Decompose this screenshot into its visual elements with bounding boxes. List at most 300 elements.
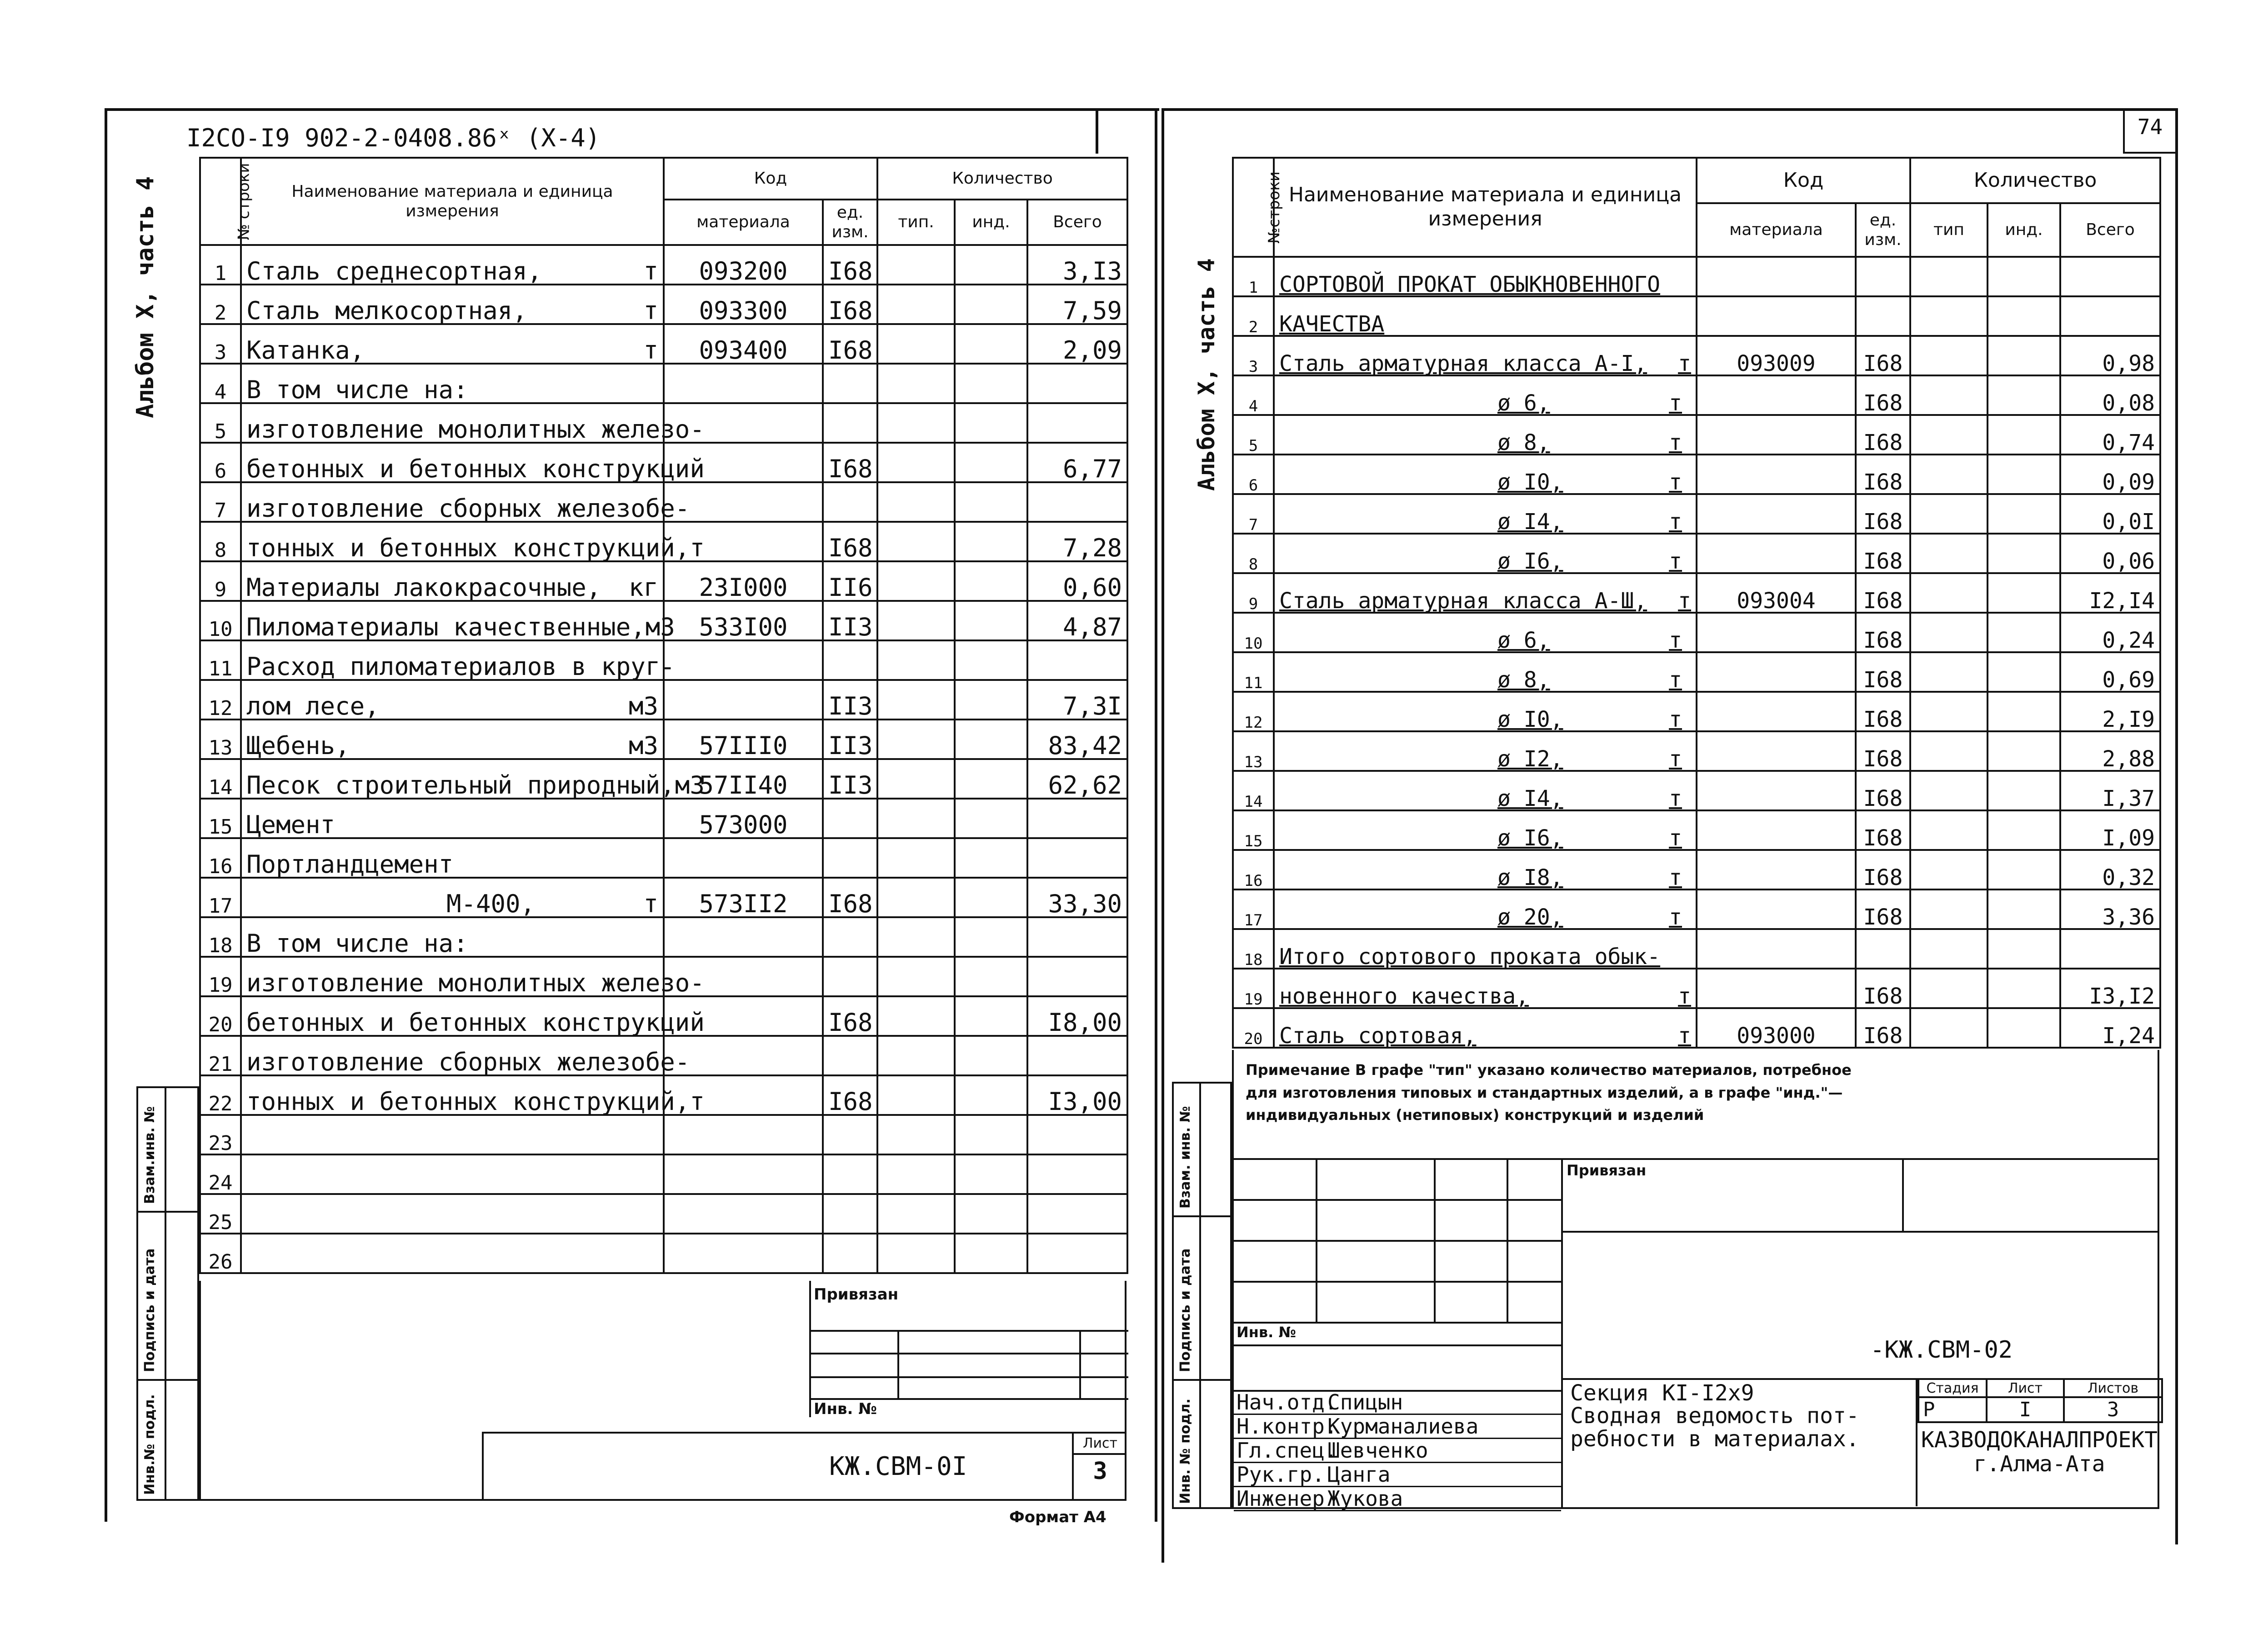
material-name <box>1274 810 1697 850</box>
material-name <box>1274 336 1697 375</box>
material-unit: т <box>1669 470 1682 495</box>
row-number: 26 <box>200 1234 241 1273</box>
signer-name: Цанга <box>1327 1462 1391 1487</box>
table-row <box>200 601 1127 640</box>
material-name-text: М-400, <box>446 889 536 918</box>
qty-total <box>1027 917 1127 957</box>
qty-tip <box>877 799 955 838</box>
row-number: 6 <box>1233 455 1274 494</box>
material-name-text: Щебень, <box>246 731 350 760</box>
row-number: 2 <box>200 285 241 324</box>
unit-code: I68 <box>823 324 877 364</box>
qty-total <box>1027 640 1127 680</box>
table-row <box>200 680 1127 720</box>
signer-role: Рук.гр. <box>1237 1462 1325 1487</box>
qty-total <box>1027 1194 1127 1234</box>
qty-total: 0,69 <box>2060 652 2160 692</box>
material-code: 57II40 <box>664 759 823 799</box>
unit-code: II3 <box>823 720 877 759</box>
qty-ind <box>955 1036 1027 1075</box>
qty-total <box>2060 929 2160 969</box>
material-name-text: ø I4, <box>1497 509 1563 535</box>
qty-total: 33,30 <box>1027 878 1127 917</box>
qty-tip <box>1910 652 1988 692</box>
material-name <box>1274 652 1697 692</box>
unit-code <box>823 838 877 878</box>
material-name <box>241 1154 664 1194</box>
left-hdr-total: Всего <box>1027 200 1127 245</box>
material-unit: т <box>643 296 658 325</box>
table-row <box>1233 652 2160 692</box>
table-row <box>200 482 1127 522</box>
qty-ind <box>955 482 1027 522</box>
right-stamp <box>1232 1050 2159 1509</box>
unit-code: I68 <box>1856 810 1910 850</box>
right-title <box>1570 1382 1859 1450</box>
material-name-text: ø I0, <box>1497 470 1563 495</box>
material-name <box>241 443 705 483</box>
unit-code: I68 <box>823 1075 877 1115</box>
qty-ind <box>1988 375 2060 415</box>
qty-ind <box>1988 257 2060 296</box>
signer-row <box>1234 1415 1561 1439</box>
material-name <box>1274 375 1697 415</box>
material-name <box>241 680 664 720</box>
material-code: 573000 <box>664 799 823 838</box>
qty-tip <box>1910 613 1988 652</box>
right-album-label: Альбом X, часть 4 <box>1193 258 1220 491</box>
material-code <box>1697 257 1856 296</box>
unit-code: I68 <box>1856 692 1910 731</box>
qty-total: 0,09 <box>2060 455 2160 494</box>
qty-tip <box>877 522 955 561</box>
material-unit: т <box>1669 628 1682 653</box>
qty-tip <box>1910 573 1988 613</box>
row-number: 24 <box>200 1154 241 1194</box>
material-name-text: изготовление сборных железобе- <box>246 494 690 523</box>
right-side-label-2: Подпись и дата <box>1177 1248 1193 1372</box>
qty-ind <box>955 680 1027 720</box>
qty-tip <box>877 482 955 522</box>
right-title-line-3: ребности в материалах. <box>1570 1426 1859 1452</box>
left-hdr-ind: инд. <box>955 200 1027 245</box>
material-name-text: Сталь сортовая, <box>1279 1023 1477 1049</box>
material-name-text: СОРТОВОЙ ПРОКАТ ОБЫКНОВЕННОГО <box>1279 272 1661 297</box>
material-code <box>1697 375 1856 415</box>
table-row <box>1233 731 2160 771</box>
signer-row <box>1234 1487 1561 1511</box>
qty-total <box>1027 482 1127 522</box>
material-code <box>1697 850 1856 889</box>
unit-code <box>823 1234 877 1273</box>
table-row <box>200 403 1127 443</box>
qty-tip <box>877 561 955 601</box>
qty-total: 0,32 <box>2060 850 2160 889</box>
row-number: 1 <box>200 245 241 285</box>
signer-role: Инженер <box>1237 1486 1325 1511</box>
row-number: 15 <box>1233 810 1274 850</box>
unit-code: II3 <box>823 759 877 799</box>
left-corner-rule <box>1096 108 1098 154</box>
unit-code: I68 <box>823 245 877 285</box>
qty-ind <box>955 522 1027 561</box>
unit-code <box>823 1194 877 1234</box>
row-number: 15 <box>200 799 241 838</box>
material-name <box>241 1234 664 1273</box>
qty-total: 2,I9 <box>2060 692 2160 731</box>
material-name-text: ø I0, <box>1497 707 1563 732</box>
left-hdr-code: Код <box>664 158 877 200</box>
left-materials-table <box>199 157 1128 1274</box>
material-name <box>241 917 664 957</box>
material-code <box>1697 494 1856 534</box>
qty-total: 6,77 <box>1027 443 1127 482</box>
qty-tip <box>877 878 955 917</box>
qty-total: 0,0I <box>2060 494 2160 534</box>
table-row <box>200 640 1127 680</box>
qty-tip <box>1910 731 1988 771</box>
unit-code <box>1856 257 1910 296</box>
unit-code: I68 <box>1856 613 1910 652</box>
qty-total <box>1027 403 1127 443</box>
unit-code <box>823 640 877 680</box>
qty-tip <box>877 1036 955 1075</box>
material-name-text: изготовление монолитных железо- <box>246 415 705 444</box>
material-name <box>1274 415 1697 455</box>
material-code <box>664 1115 823 1154</box>
material-unit: т <box>1669 865 1682 890</box>
qty-total: I,09 <box>2060 810 2160 850</box>
signer-role: Нач.отд. <box>1237 1390 1337 1414</box>
right-hdr-row-no: №строки <box>1233 158 1274 257</box>
qty-tip <box>1910 336 1988 375</box>
qty-tip <box>1910 534 1988 573</box>
right-sheets-label: Листов <box>2064 1379 2162 1397</box>
right-hdr-code: Код <box>1697 158 1910 203</box>
table-row <box>1233 534 2160 573</box>
material-name <box>1274 573 1697 613</box>
row-number: 2 <box>1233 296 1274 336</box>
material-name <box>241 364 664 403</box>
qty-ind <box>1988 494 2060 534</box>
material-name <box>1274 257 1697 296</box>
unit-code <box>823 917 877 957</box>
material-code <box>1697 415 1856 455</box>
unit-code: I68 <box>823 285 877 324</box>
material-name-text: лом лесе, <box>246 692 380 720</box>
material-name <box>1274 1008 1697 1048</box>
table-row <box>200 799 1127 838</box>
material-name <box>241 878 664 917</box>
qty-ind <box>955 759 1027 799</box>
table-row <box>200 522 1127 561</box>
row-number: 14 <box>1233 771 1274 810</box>
table-row <box>1233 692 2160 731</box>
material-name-text: ø I2, <box>1497 746 1563 772</box>
table-row <box>1233 336 2160 375</box>
material-name <box>241 1036 690 1076</box>
qty-tip <box>1910 257 1988 296</box>
left-side-label-1: Взам.инв. № <box>142 1106 158 1204</box>
qty-total <box>1027 957 1127 996</box>
table-row <box>200 285 1127 324</box>
qty-ind <box>955 1075 1027 1115</box>
unit-code <box>823 482 877 522</box>
row-number: 20 <box>1233 1008 1274 1048</box>
left-privyazan: Привязан <box>814 1285 899 1304</box>
material-name <box>1274 969 1697 1008</box>
table-row <box>200 759 1127 799</box>
qty-tip <box>1910 771 1988 810</box>
material-unit: т <box>1669 549 1682 574</box>
material-name <box>241 522 705 562</box>
table-row <box>1233 1008 2160 1048</box>
material-name-text: бетонных и бетонных конструкций <box>246 1008 705 1037</box>
qty-total: 3,36 <box>2060 889 2160 929</box>
signer-role: Н.контр. <box>1237 1414 1337 1439</box>
qty-tip <box>877 403 955 443</box>
material-name <box>241 957 705 997</box>
unit-code: I68 <box>1856 889 1910 929</box>
qty-tip <box>1910 692 1988 731</box>
row-number: 8 <box>1233 534 1274 573</box>
row-number: 17 <box>200 878 241 917</box>
row-number: 19 <box>1233 969 1274 1008</box>
material-name-text: Песок строительный природный,м3 <box>246 771 705 800</box>
row-number: 13 <box>1233 731 1274 771</box>
qty-ind <box>1988 534 2060 573</box>
material-name-text: ø I6, <box>1497 825 1563 851</box>
material-name-text: Цемент <box>246 810 335 839</box>
qty-tip <box>877 838 955 878</box>
table-row <box>200 996 1127 1036</box>
qty-ind <box>1988 455 2060 494</box>
material-name <box>1274 850 1697 889</box>
row-number: 9 <box>1233 573 1274 613</box>
table-row <box>200 561 1127 601</box>
right-title-line-2: Сводная ведомость пот- <box>1570 1403 1859 1429</box>
material-name-text: Пиломатериалы качественные, <box>246 613 646 641</box>
table-row <box>200 245 1127 285</box>
left-doc-ref: I2CO-I9 902-2-0408.86ˣ (X-4) <box>186 124 601 152</box>
material-name-text: новенного качества, <box>1279 984 1529 1009</box>
right-inv-no: Инв. № <box>1237 1324 1296 1341</box>
row-number: 25 <box>200 1194 241 1234</box>
qty-tip <box>1910 296 1988 336</box>
right-side-label-1: Взам. инв. № <box>1177 1106 1193 1209</box>
qty-ind <box>1988 731 2060 771</box>
qty-tip <box>877 759 955 799</box>
unit-code: I68 <box>1856 415 1910 455</box>
material-unit: м3 <box>628 731 658 760</box>
material-name <box>241 324 664 364</box>
qty-ind <box>955 1154 1027 1194</box>
qty-total: 0,06 <box>2060 534 2160 573</box>
qty-total: 2,88 <box>2060 731 2160 771</box>
qty-total: I3,I2 <box>2060 969 2160 1008</box>
material-code <box>1697 613 1856 652</box>
row-number: 17 <box>1233 889 1274 929</box>
qty-tip <box>877 720 955 759</box>
row-number: 10 <box>1233 613 1274 652</box>
qty-tip <box>877 640 955 680</box>
material-name-text: Итого сортового проката обык- <box>1279 944 1661 969</box>
material-name <box>1274 296 1697 336</box>
material-code <box>664 680 823 720</box>
row-number: 16 <box>1233 850 1274 889</box>
qty-tip <box>877 1234 955 1273</box>
row-number: 4 <box>200 364 241 403</box>
material-unit: т <box>1669 746 1682 772</box>
material-code <box>664 838 823 878</box>
qty-total: 0,98 <box>2060 336 2160 375</box>
material-name-text: Сталь арматурная класса А-I, <box>1279 351 1647 376</box>
qty-tip <box>877 1115 955 1154</box>
material-unit: т <box>1678 351 1691 376</box>
row-number: 3 <box>200 324 241 364</box>
left-side-label-3: Инв.№ подл. <box>142 1394 158 1495</box>
qty-total: I3,00 <box>1027 1075 1127 1115</box>
left-hdr-tip: тип. <box>877 200 955 245</box>
unit-code: I68 <box>1856 652 1910 692</box>
row-number: 3 <box>1233 336 1274 375</box>
left-sheet-label: Лист <box>1074 1434 1126 1455</box>
table-row <box>1233 969 2160 1008</box>
qty-total <box>2060 257 2160 296</box>
qty-ind <box>955 917 1027 957</box>
unit-code <box>823 1154 877 1194</box>
table-row <box>200 1036 1127 1075</box>
table-row <box>1233 929 2160 969</box>
qty-tip <box>877 601 955 640</box>
left-hdr-qty: Количество <box>877 158 1127 200</box>
unit-code <box>823 1036 877 1075</box>
material-code <box>1697 929 1856 969</box>
unit-code: I68 <box>1856 969 1910 1008</box>
material-name-text: ø 20, <box>1497 904 1563 930</box>
qty-ind <box>955 799 1027 838</box>
material-code <box>664 364 823 403</box>
right-hdr-ind: инд. <box>1988 203 2060 257</box>
table-row <box>200 443 1127 482</box>
table-row <box>200 838 1127 878</box>
table-row <box>200 1154 1127 1194</box>
qty-ind <box>955 640 1027 680</box>
right-hdr-tip: тип <box>1910 203 1988 257</box>
qty-total <box>2060 296 2160 336</box>
row-number: 22 <box>200 1075 241 1115</box>
table-row <box>1233 257 2160 296</box>
left-hdr-name: Наименование материала и единица измерения <box>241 158 664 245</box>
table-row <box>1233 573 2160 613</box>
qty-ind <box>955 285 1027 324</box>
material-name-text: бетонных и бетонных конструкций <box>246 455 705 483</box>
qty-total: 0,24 <box>2060 613 2160 652</box>
material-code <box>1697 969 1856 1008</box>
right-left-rule <box>1162 108 1164 1563</box>
row-number: 19 <box>200 957 241 996</box>
row-number: 11 <box>1233 652 1274 692</box>
qty-ind <box>955 878 1027 917</box>
qty-ind <box>1988 771 2060 810</box>
material-name <box>1274 455 1697 494</box>
material-unit: т <box>1669 509 1682 535</box>
material-unit: м3 <box>628 692 658 720</box>
right-stage: Р <box>1918 1397 1987 1422</box>
table-row <box>200 878 1127 917</box>
unit-code: II6 <box>823 561 877 601</box>
row-number: 10 <box>200 601 241 640</box>
table-row <box>1233 771 2160 810</box>
qty-ind <box>1988 336 2060 375</box>
table-row <box>200 1194 1127 1234</box>
right-note: Примечание В графе "тип" указано количество материалов, потребное для изготовления типовых и стандартных изделий, а в графе "инд."— индивидуальных (нетиповых) конструкций и изделий <box>1246 1061 1852 1124</box>
material-unit: т <box>1669 786 1682 811</box>
unit-code: I68 <box>1856 771 1910 810</box>
right-side-label-3: Инв. № подл. <box>1177 1398 1193 1504</box>
row-number: 16 <box>200 838 241 878</box>
material-unit: м3 <box>645 613 675 641</box>
qty-tip <box>1910 415 1988 455</box>
row-number: 11 <box>200 640 241 680</box>
qty-total: 2,09 <box>1027 324 1127 364</box>
unit-code <box>1856 929 1910 969</box>
material-name <box>241 759 705 800</box>
material-name <box>1274 929 1697 969</box>
qty-ind <box>1988 692 2060 731</box>
material-name-text: изготовление сборных железобе- <box>246 1048 690 1076</box>
left-sheet-no: 3 <box>1093 1458 1107 1485</box>
row-number: 21 <box>200 1036 241 1075</box>
unit-code <box>1856 296 1910 336</box>
qty-ind <box>955 324 1027 364</box>
material-name <box>241 1194 664 1234</box>
material-name <box>1274 771 1697 810</box>
material-name-text: ø I8, <box>1497 865 1563 890</box>
qty-ind <box>955 957 1027 996</box>
material-name <box>1274 494 1697 534</box>
material-code: 23I000 <box>664 561 823 601</box>
right-hdr-qty: Количество <box>1910 158 2160 203</box>
qty-total: I,24 <box>2060 1008 2160 1048</box>
material-code: 093004 <box>1697 573 1856 613</box>
material-unit: т <box>1669 667 1682 693</box>
material-name-text: Расход пиломатериалов в круг- <box>246 652 675 681</box>
table-row <box>1233 415 2160 455</box>
material-name-text: ø I6, <box>1497 549 1563 574</box>
material-code: 533I00 <box>664 601 823 640</box>
qty-tip <box>1910 929 1988 969</box>
material-name <box>241 799 664 838</box>
material-code: 093009 <box>1697 336 1856 375</box>
signer-row <box>1234 1439 1561 1463</box>
material-code <box>1697 771 1856 810</box>
material-unit: т <box>1678 588 1691 614</box>
right-top-rule <box>1162 108 2175 111</box>
material-unit: т <box>1669 904 1682 930</box>
material-name-text: ø I4, <box>1497 786 1563 811</box>
qty-ind <box>955 996 1027 1036</box>
table-row <box>200 957 1127 996</box>
table-row <box>200 720 1127 759</box>
qty-ind <box>955 838 1027 878</box>
material-code <box>664 1194 823 1234</box>
qty-ind <box>955 601 1027 640</box>
material-name-text: тонных и бетонных конструкций,т <box>246 1087 705 1116</box>
material-name <box>1274 692 1697 731</box>
material-name-text: В том числе на: <box>246 929 468 958</box>
material-name-text: Сталь арматурная класса А-Ш, <box>1279 588 1647 614</box>
